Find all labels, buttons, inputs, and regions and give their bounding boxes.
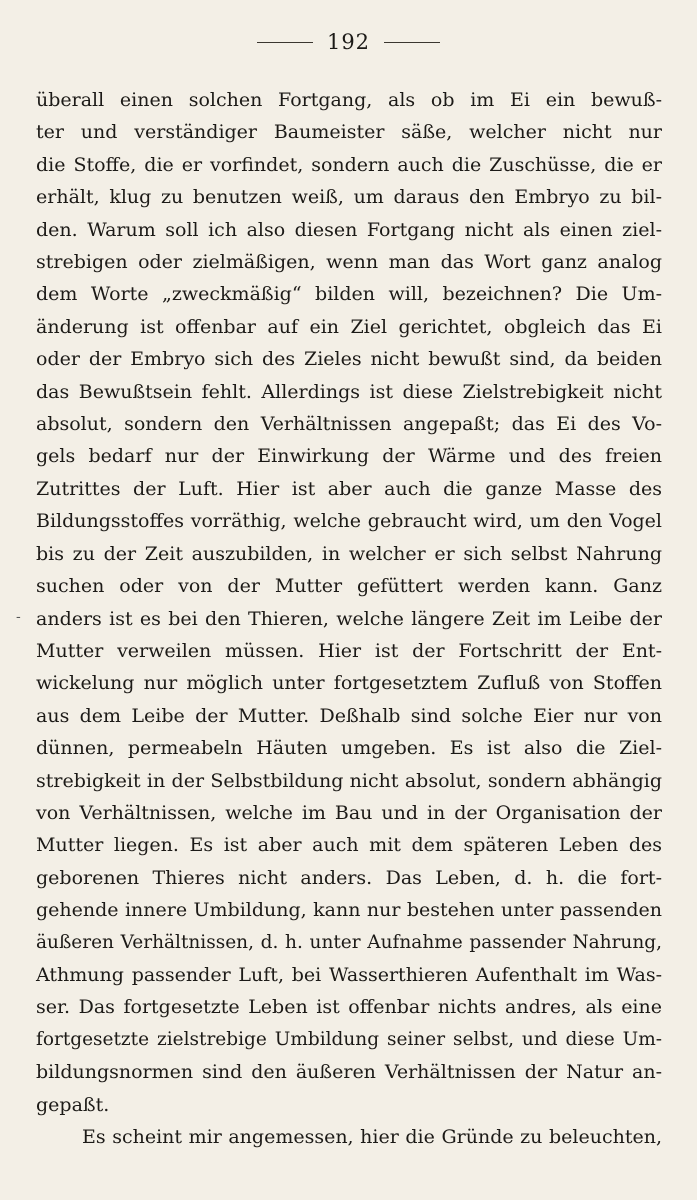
page-header [0, 30, 697, 54]
text-line: gepaßt. [36, 1093, 110, 1116]
text-line: äußeren Verhältnissen, d. h. unter Aufnahme passender Nahrung, [36, 931, 662, 953]
text-line: bildungsnormen sind den äußeren Verhältnissen der Natur an- [36, 1061, 662, 1084]
text-line: ter und verständiger Baumeister säße, welcher nicht nur [36, 121, 662, 144]
text-line: von Verhältnissen, welche im Bau und in der Organisation der [36, 801, 662, 824]
text-line: strebigkeit in der Selbstbildung nicht absolut, sondern abhängig [36, 769, 662, 792]
text-line: geborenen Thieres nicht anders. Das Leben, d. h. die fort- [36, 866, 662, 889]
page-number: 192 [326, 30, 371, 54]
text-line: überall einen solchen Fortgang, als ob im Ei ein bewuß- [36, 89, 662, 111]
body-text [36, 84, 662, 1153]
text-line: gels bedarf nur der Einwirkung der Wärme und des freien [36, 445, 662, 468]
text-line: änderung ist offenbar auf ein Ziel gerichtet, obgleich das Ei [36, 315, 662, 338]
text-line: ser. Das fortgesetzte Leben ist offenbar nichts andres, als eine [36, 996, 662, 1019]
text-line: Bildungsstoffes vorräthig, welche gebraucht wird, um den Vogel [36, 510, 662, 533]
text-line: oder der Embryo sich des Zieles nicht bewußt sind, da beiden [36, 348, 662, 371]
text-line: strebigen oder zielmäßigen, wenn man das Wort ganz analog [36, 251, 662, 274]
text-line: fortgesetzte zielstrebige Umbildung seiner selbst, und diese Um- [36, 1028, 662, 1050]
text-line: Mutter liegen. Es ist aber auch mit dem späteren Leben des [36, 834, 662, 857]
text-line: erhält, klug zu benutzen weiß, um daraus den Embryo zu bil- [36, 186, 662, 209]
text-line: suchen oder von der Mutter gefüttert werden kann. Ganz [36, 575, 662, 598]
margin-mark: - [16, 609, 21, 625]
text-line: Mutter verweilen müssen. Hier ist der Fortschritt der Ent- [36, 639, 662, 662]
text-line: aus dem Leibe der Mutter. Deßhalb sind solche Eier nur von [36, 704, 662, 727]
text-line: wickelung nur möglich unter fortgesetztem Zufluß von Stoffen [36, 672, 662, 695]
text-line: bis zu der Zeit auszubilden, in welcher er sich selbst Nahrung [36, 542, 662, 565]
text-line: dünnen, permeabeln Häuten umgeben. Es ist also die Ziel- [36, 737, 662, 760]
header-rule-left [257, 42, 313, 43]
text-line: Athmung passender Luft, bei Wasserthieren Aufenthalt im Was- [36, 963, 662, 986]
paragraph-start-line: Es scheint mir angemessen, hier die Gründe zu beleuchten, [82, 1126, 662, 1148]
text-line: gehende innere Umbildung, kann nur bestehen unter passenden [36, 899, 662, 922]
text-line: dem Worte „zweckmäßig“ bilden will, bezeichnen? Die Um- [36, 283, 662, 306]
text-line: das Bewußtsein fehlt. Allerdings ist diese Zielstrebigkeit nicht [36, 380, 662, 403]
text-line: anders ist es bei den Thieren, welche längere Zeit im Leibe der [36, 607, 662, 630]
text-line: den. Warum soll ich also diesen Fortgang nicht als einen ziel- [36, 218, 662, 241]
text-line: die Stoffe, die er vorfindet, sondern auch die Zuschüsse, die er [36, 153, 662, 176]
text-line: absolut, sondern den Verhältnissen angepaßt; das Ei des Vo- [36, 413, 662, 436]
header-rule-right [384, 42, 440, 43]
text-line: Zutrittes der Luft. Hier ist aber auch die ganze Masse des [36, 477, 662, 500]
